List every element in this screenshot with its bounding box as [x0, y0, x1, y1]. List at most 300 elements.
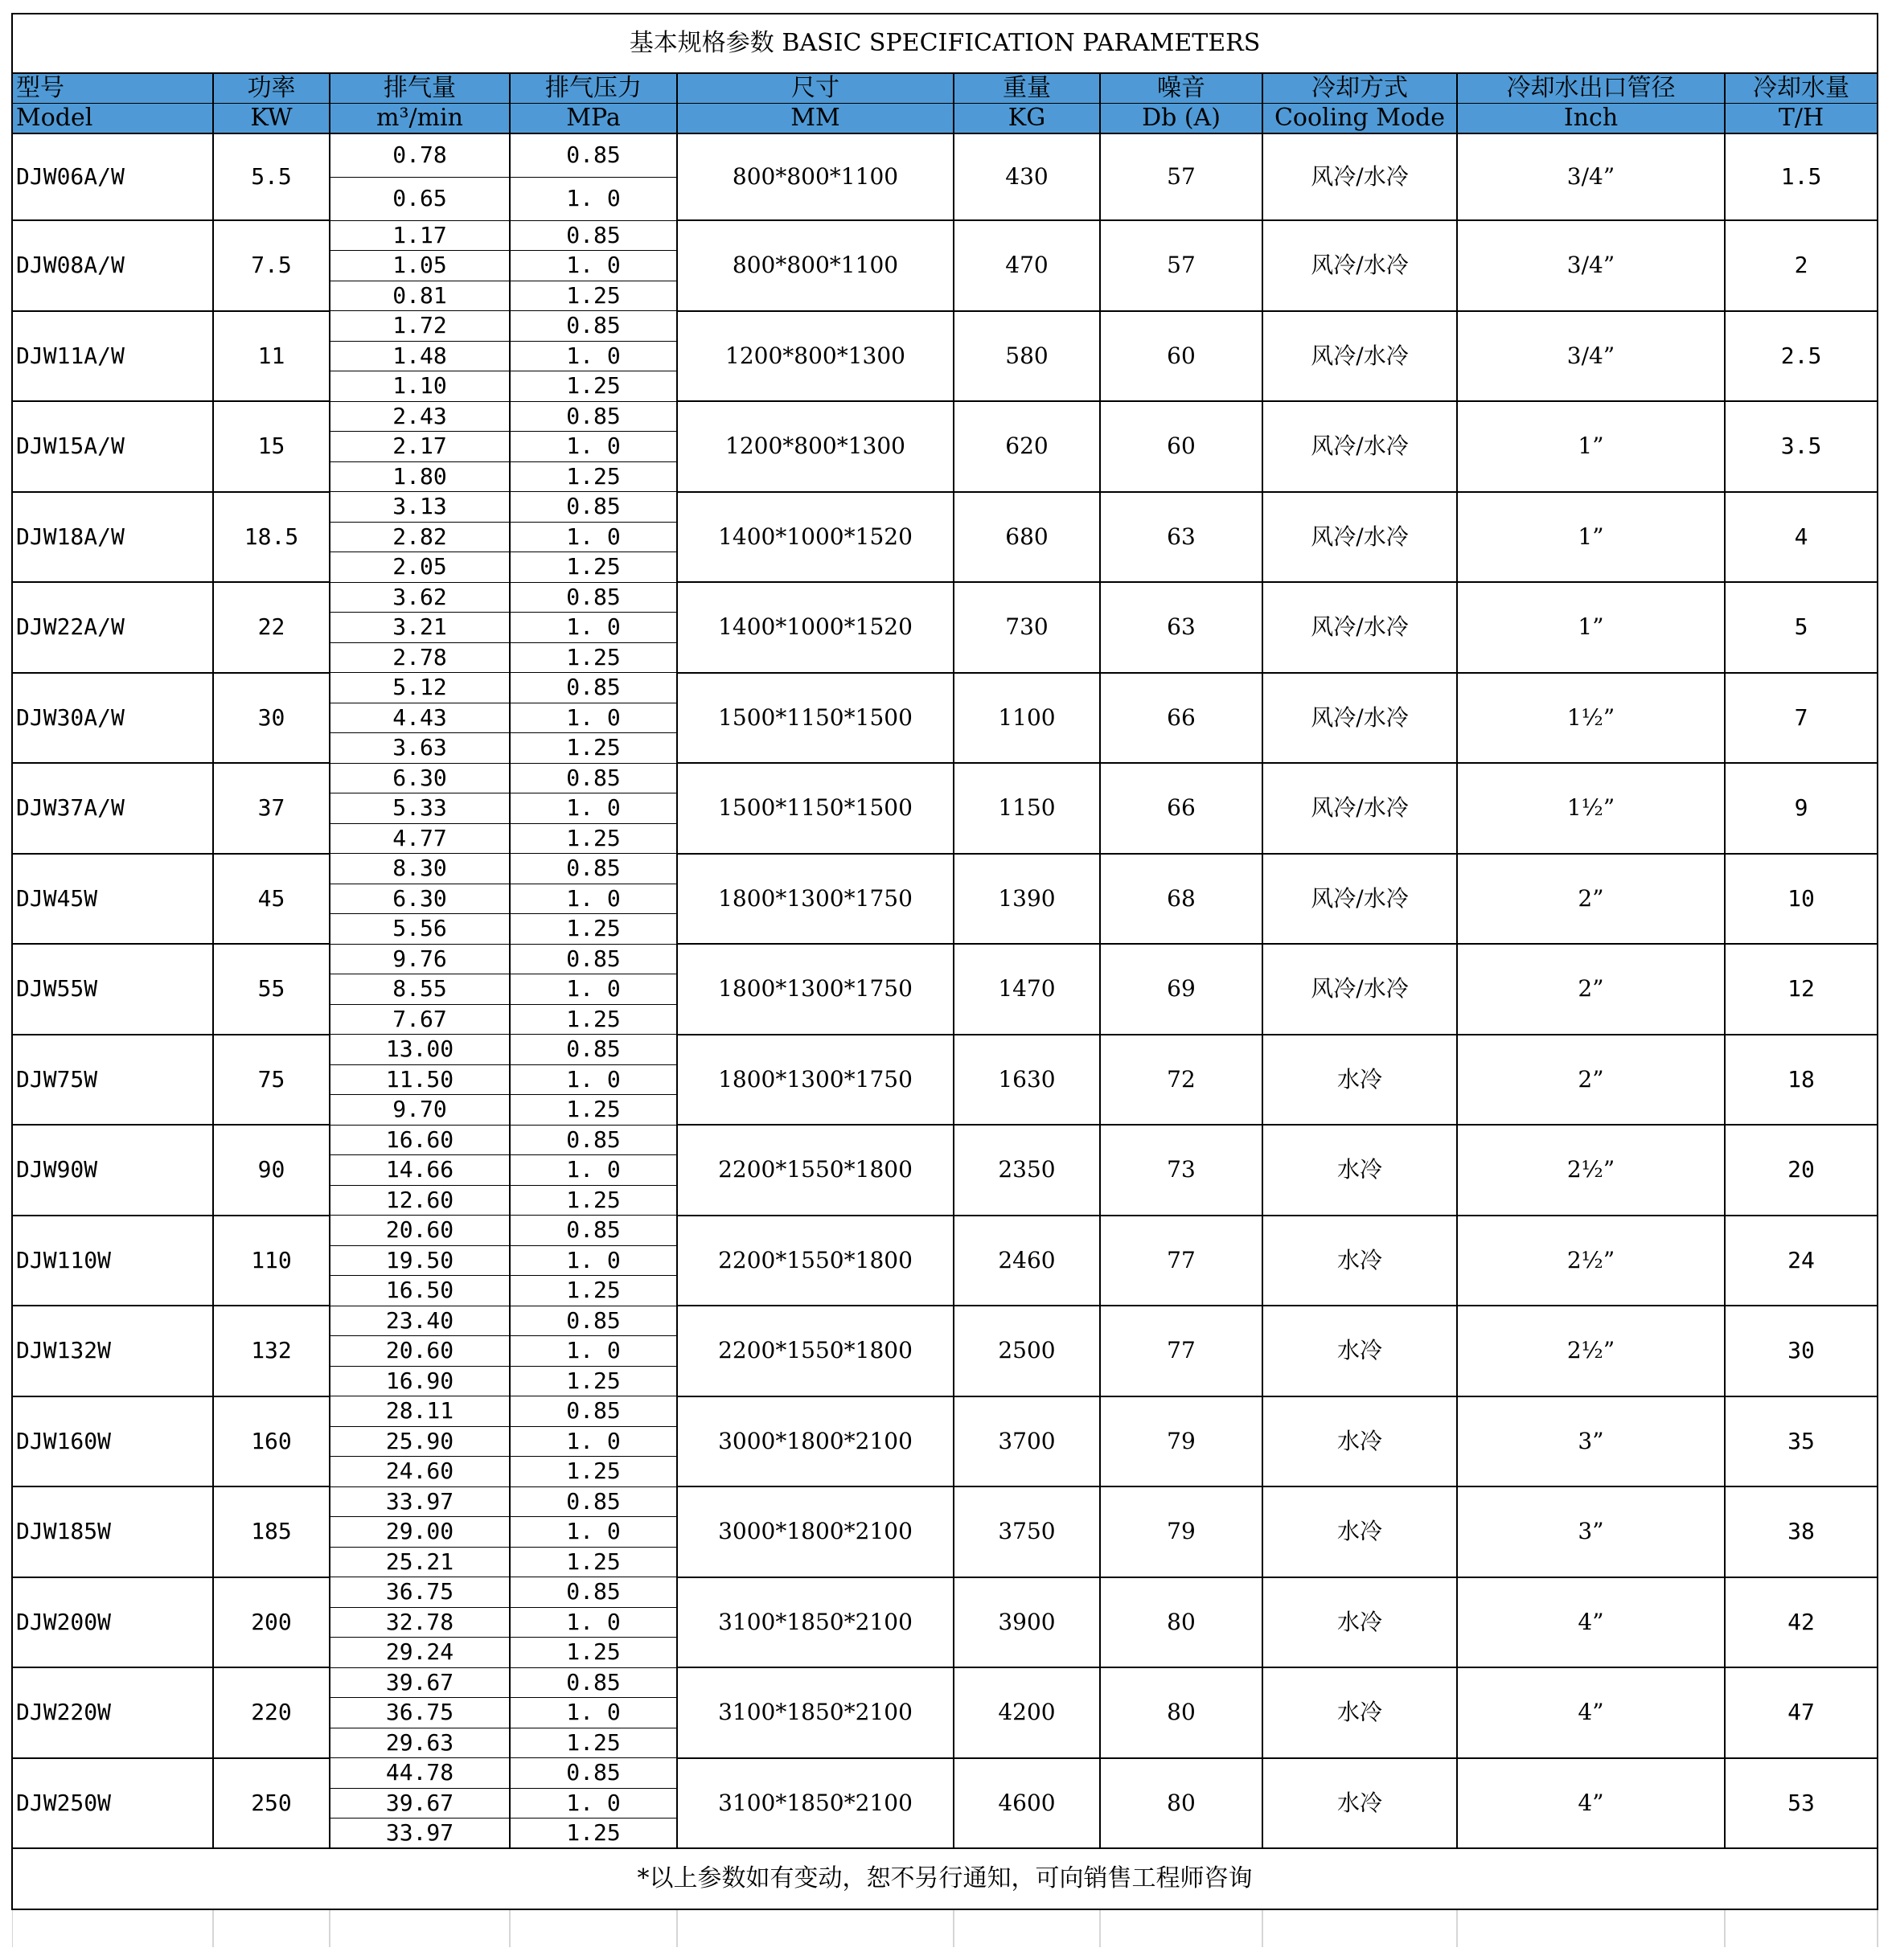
header-size-cn: 尺寸 — [677, 73, 954, 104]
flow-cell: 3.62 — [330, 582, 510, 613]
header-water-cn: 冷却水量 — [1725, 73, 1878, 104]
flow-cell: 11.50 — [330, 1064, 510, 1095]
power-cell: 5.5 — [213, 133, 330, 220]
model-cell: DJW90W — [12, 1125, 213, 1216]
model-cell: DJW30A/W — [12, 673, 213, 764]
pressure-cell: 0.85 — [510, 1577, 677, 1608]
table-row — [12, 401, 1878, 432]
pressure-cell: 1.25 — [510, 914, 677, 945]
table-row — [12, 1035, 1878, 1065]
flow-cell: 4.77 — [330, 823, 510, 854]
pressure-cell: 0.85 — [510, 1667, 677, 1698]
power-cell: 55 — [213, 944, 330, 1035]
pressure-cell: 1.25 — [510, 461, 677, 492]
power-cell: 185 — [213, 1486, 330, 1577]
table-row — [12, 220, 1878, 251]
flow-cell: 1.48 — [330, 341, 510, 371]
weight-cell: 1470 — [954, 944, 1100, 1035]
model-cell: DJW132W — [12, 1306, 213, 1396]
water-cell: 1.5 — [1725, 133, 1878, 220]
power-cell: 7.5 — [213, 220, 330, 311]
pipe-cell: 1½” — [1457, 673, 1725, 764]
pressure-cell: 1.25 — [510, 552, 677, 583]
table-row — [12, 1577, 1878, 1608]
header-flow-cn: 排气量 — [330, 73, 510, 104]
size-cell: 1500*1150*1500 — [677, 763, 954, 854]
pressure-cell: 1. 0 — [510, 1426, 677, 1457]
pressure-cell: 1. 0 — [510, 1698, 677, 1728]
table-row — [12, 673, 1878, 703]
model-cell: DJW110W — [12, 1216, 213, 1306]
weight-cell: 680 — [954, 492, 1100, 583]
power-cell: 200 — [213, 1577, 330, 1668]
header-row-cn — [12, 73, 1878, 104]
pipe-cell: 2½” — [1457, 1125, 1725, 1216]
flow-cell: 9.70 — [330, 1095, 510, 1126]
table-row — [12, 1486, 1878, 1517]
pressure-cell: 0.85 — [510, 582, 677, 613]
flow-cell: 1.05 — [330, 251, 510, 281]
header-water-en: T/H — [1725, 104, 1878, 134]
model-cell: DJW18A/W — [12, 492, 213, 583]
flow-cell: 2.82 — [330, 522, 510, 552]
water-cell: 7 — [1725, 673, 1878, 764]
flow-cell: 25.90 — [330, 1426, 510, 1457]
flow-cell: 16.60 — [330, 1125, 510, 1155]
pipe-cell: 2½” — [1457, 1216, 1725, 1306]
flow-cell: 39.67 — [330, 1788, 510, 1819]
size-cell: 1800*1300*1750 — [677, 854, 954, 945]
flow-cell: 32.78 — [330, 1607, 510, 1638]
pressure-cell: 0.85 — [510, 944, 677, 974]
weight-cell: 430 — [954, 133, 1100, 220]
empty-cell — [213, 1909, 330, 1947]
flow-cell: 6.30 — [330, 763, 510, 793]
size-cell: 1800*1300*1750 — [677, 944, 954, 1035]
pipe-cell: 4” — [1457, 1577, 1725, 1668]
pressure-cell: 1. 0 — [510, 613, 677, 643]
size-cell: 1500*1150*1500 — [677, 673, 954, 764]
power-cell: 132 — [213, 1306, 330, 1396]
header-pipe-en: Inch — [1457, 104, 1725, 134]
water-cell: 2.5 — [1725, 311, 1878, 402]
pressure-cell: 1. 0 — [510, 432, 677, 462]
cooling-cell: 风冷/水冷 — [1262, 133, 1457, 220]
weight-cell: 1390 — [954, 854, 1100, 945]
cooling-cell: 风冷/水冷 — [1262, 311, 1457, 402]
flow-cell: 5.33 — [330, 793, 510, 824]
size-cell: 1400*1000*1520 — [677, 582, 954, 673]
flow-cell: 24.60 — [330, 1457, 510, 1487]
flow-cell: 33.97 — [330, 1486, 510, 1517]
pressure-cell: 1.25 — [510, 281, 677, 311]
pressure-cell: 1.25 — [510, 371, 677, 402]
noise-cell: 80 — [1100, 1577, 1262, 1668]
model-cell: DJW15A/W — [12, 401, 213, 492]
size-cell: 3000*1800*2100 — [677, 1486, 954, 1577]
flow-cell: 33.97 — [330, 1819, 510, 1849]
cooling-cell: 风冷/水冷 — [1262, 492, 1457, 583]
empty-cell — [1262, 1909, 1457, 1947]
water-cell: 35 — [1725, 1396, 1878, 1487]
header-model-cn: 型号 — [12, 73, 213, 104]
model-cell: DJW220W — [12, 1667, 213, 1758]
noise-cell: 57 — [1100, 220, 1262, 311]
cooling-cell: 水冷 — [1262, 1216, 1457, 1306]
table-row — [12, 944, 1878, 974]
pipe-cell: 4” — [1457, 1758, 1725, 1849]
pressure-cell: 0.85 — [510, 311, 677, 342]
pressure-cell: 1.25 — [510, 1638, 677, 1668]
flow-cell: 12.60 — [330, 1185, 510, 1216]
power-cell: 18.5 — [213, 492, 330, 583]
pipe-cell: 3/4” — [1457, 220, 1725, 311]
power-cell: 160 — [213, 1396, 330, 1487]
empty-cell — [12, 1909, 213, 1947]
pressure-cell: 1. 0 — [510, 251, 677, 281]
size-cell: 2200*1550*1800 — [677, 1306, 954, 1396]
flow-cell: 2.78 — [330, 642, 510, 673]
pipe-cell: 3/4” — [1457, 311, 1725, 402]
model-cell: DJW250W — [12, 1758, 213, 1849]
header-pressure-cn: 排气压力 — [510, 73, 677, 104]
water-cell: 3.5 — [1725, 401, 1878, 492]
pipe-cell: 3” — [1457, 1486, 1725, 1577]
flow-cell: 36.75 — [330, 1698, 510, 1728]
flow-cell: 29.63 — [330, 1728, 510, 1758]
water-cell: 47 — [1725, 1667, 1878, 1758]
table-row — [12, 582, 1878, 613]
model-cell: DJW160W — [12, 1396, 213, 1487]
water-cell: 20 — [1725, 1125, 1878, 1216]
pressure-cell: 0.85 — [510, 1306, 677, 1336]
header-noise-en: Db (A) — [1100, 104, 1262, 134]
noise-cell: 57 — [1100, 133, 1262, 220]
weight-cell: 730 — [954, 582, 1100, 673]
pressure-cell: 1. 0 — [510, 884, 677, 914]
weight-cell: 2500 — [954, 1306, 1100, 1396]
model-cell: DJW185W — [12, 1486, 213, 1577]
flow-cell: 44.78 — [330, 1758, 510, 1789]
flow-cell: 0.81 — [330, 281, 510, 311]
flow-cell: 1.17 — [330, 220, 510, 251]
flow-cell: 16.50 — [330, 1276, 510, 1306]
cooling-cell: 水冷 — [1262, 1758, 1457, 1849]
power-cell: 15 — [213, 401, 330, 492]
weight-cell: 1150 — [954, 763, 1100, 854]
pressure-cell: 1. 0 — [510, 793, 677, 824]
flow-cell: 39.67 — [330, 1667, 510, 1698]
flow-cell: 8.55 — [330, 974, 510, 1005]
empty-cell — [1725, 1909, 1878, 1947]
model-cell: DJW06A/W — [12, 133, 213, 220]
table-title: 基本规格参数 BASIC SPECIFICATION PARAMETERS — [12, 14, 1878, 73]
water-cell: 18 — [1725, 1035, 1878, 1126]
pipe-cell: 4” — [1457, 1667, 1725, 1758]
table-row — [12, 311, 1878, 342]
noise-cell: 80 — [1100, 1667, 1262, 1758]
pressure-cell: 1. 0 — [510, 703, 677, 733]
flow-cell: 2.17 — [330, 432, 510, 462]
flow-cell: 13.00 — [330, 1035, 510, 1065]
pressure-cell: 0.85 — [510, 1216, 677, 1246]
empty-cell — [677, 1909, 954, 1947]
power-cell: 22 — [213, 582, 330, 673]
empty-cell — [330, 1909, 510, 1947]
pipe-cell: 2” — [1457, 854, 1725, 945]
power-cell: 250 — [213, 1758, 330, 1849]
table-row — [12, 492, 1878, 523]
header-weight-en: KG — [954, 104, 1100, 134]
flow-cell: 9.76 — [330, 944, 510, 974]
flow-cell: 8.30 — [330, 854, 510, 884]
header-pressure-en: MPa — [510, 104, 677, 134]
pressure-cell: 1.25 — [510, 642, 677, 673]
water-cell: 42 — [1725, 1577, 1878, 1668]
noise-cell: 77 — [1100, 1306, 1262, 1396]
size-cell: 3100*1850*2100 — [677, 1758, 954, 1849]
footnote: *以上参数如有变动，恕不另行通知，可向销售工程师咨询 — [12, 1848, 1878, 1909]
weight-cell: 2350 — [954, 1125, 1100, 1216]
flow-cell: 25.21 — [330, 1547, 510, 1577]
cooling-cell: 风冷/水冷 — [1262, 944, 1457, 1035]
size-cell: 800*800*1100 — [677, 133, 954, 220]
flow-cell: 4.43 — [330, 703, 510, 733]
size-cell: 3000*1800*2100 — [677, 1396, 954, 1487]
water-cell: 10 — [1725, 854, 1878, 945]
flow-cell: 2.05 — [330, 552, 510, 583]
flow-cell: 5.12 — [330, 673, 510, 703]
empty-cell — [954, 1909, 1100, 1947]
noise-cell: 73 — [1100, 1125, 1262, 1216]
title-row — [12, 14, 1878, 73]
header-size-en: MM — [677, 104, 954, 134]
pressure-cell: 0.85 — [510, 854, 677, 884]
cooling-cell: 水冷 — [1262, 1577, 1457, 1668]
water-cell: 12 — [1725, 944, 1878, 1035]
table-row — [12, 1396, 1878, 1427]
table-row — [12, 1758, 1878, 1789]
weight-cell: 470 — [954, 220, 1100, 311]
flow-cell: 7.67 — [330, 1004, 510, 1035]
water-cell: 30 — [1725, 1306, 1878, 1396]
cooling-cell: 水冷 — [1262, 1396, 1457, 1487]
pressure-cell: 0.85 — [510, 763, 677, 793]
noise-cell: 68 — [1100, 854, 1262, 945]
pipe-cell: 1” — [1457, 582, 1725, 673]
pressure-cell: 0.85 — [510, 1486, 677, 1517]
flow-cell: 3.21 — [330, 613, 510, 643]
cooling-cell: 风冷/水冷 — [1262, 582, 1457, 673]
pipe-cell: 3” — [1457, 1396, 1725, 1487]
cooling-cell: 水冷 — [1262, 1035, 1457, 1126]
table-row — [12, 854, 1878, 884]
model-cell: DJW37A/W — [12, 763, 213, 854]
table-row — [12, 1667, 1878, 1698]
pressure-cell: 0.85 — [510, 673, 677, 703]
pipe-cell: 3/4” — [1457, 133, 1725, 220]
spec-table — [11, 13, 1878, 1947]
pressure-cell: 0.85 — [510, 1035, 677, 1065]
flow-cell: 36.75 — [330, 1577, 510, 1608]
pressure-cell: 1. 0 — [510, 341, 677, 371]
pressure-cell: 1.25 — [510, 1457, 677, 1487]
cooling-cell: 风冷/水冷 — [1262, 401, 1457, 492]
flow-cell: 0.78 — [330, 133, 510, 177]
flow-cell: 1.72 — [330, 311, 510, 342]
size-cell: 1400*1000*1520 — [677, 492, 954, 583]
cooling-cell: 水冷 — [1262, 1667, 1457, 1758]
weight-cell: 580 — [954, 311, 1100, 402]
pressure-cell: 0.85 — [510, 1125, 677, 1155]
size-cell: 1800*1300*1750 — [677, 1035, 954, 1126]
pressure-cell: 1.25 — [510, 1185, 677, 1216]
model-cell: DJW08A/W — [12, 220, 213, 311]
table-row — [12, 763, 1878, 793]
power-cell: 45 — [213, 854, 330, 945]
size-cell: 3100*1850*2100 — [677, 1667, 954, 1758]
noise-cell: 63 — [1100, 582, 1262, 673]
power-cell: 110 — [213, 1216, 330, 1306]
table-row — [12, 1216, 1878, 1246]
flow-cell: 1.80 — [330, 461, 510, 492]
table-row — [12, 1306, 1878, 1336]
water-cell: 53 — [1725, 1758, 1878, 1849]
size-cell: 1200*800*1300 — [677, 311, 954, 402]
noise-cell: 80 — [1100, 1758, 1262, 1849]
header-row-en — [12, 104, 1878, 134]
cooling-cell: 水冷 — [1262, 1306, 1457, 1396]
noise-cell: 72 — [1100, 1035, 1262, 1126]
weight-cell: 1630 — [954, 1035, 1100, 1126]
flow-cell: 3.13 — [330, 492, 510, 523]
weight-cell: 3900 — [954, 1577, 1100, 1668]
power-cell: 11 — [213, 311, 330, 402]
noise-cell: 66 — [1100, 763, 1262, 854]
pressure-cell: 1.25 — [510, 1819, 677, 1849]
weight-cell: 2460 — [954, 1216, 1100, 1306]
flow-cell: 5.56 — [330, 914, 510, 945]
flow-cell: 29.24 — [330, 1638, 510, 1668]
pressure-cell: 1. 0 — [510, 1245, 677, 1276]
header-cooling-en: Cooling Mode — [1262, 104, 1457, 134]
pressure-cell: 1. 0 — [510, 177, 677, 220]
noise-cell: 66 — [1100, 673, 1262, 764]
pressure-cell: 1.25 — [510, 1004, 677, 1035]
flow-cell: 2.43 — [330, 401, 510, 432]
flow-cell: 1.10 — [330, 371, 510, 402]
flow-cell: 29.00 — [330, 1517, 510, 1548]
pressure-cell: 0.85 — [510, 220, 677, 251]
noise-cell: 79 — [1100, 1486, 1262, 1577]
cooling-cell: 水冷 — [1262, 1486, 1457, 1577]
pressure-cell: 1. 0 — [510, 1336, 677, 1367]
flow-cell: 14.66 — [330, 1155, 510, 1186]
noise-cell: 60 — [1100, 311, 1262, 402]
pressure-cell: 1. 0 — [510, 1517, 677, 1548]
header-power-en: KW — [213, 104, 330, 134]
weight-cell: 4200 — [954, 1667, 1100, 1758]
size-cell: 2200*1550*1800 — [677, 1216, 954, 1306]
pressure-cell: 1. 0 — [510, 974, 677, 1005]
power-cell: 90 — [213, 1125, 330, 1216]
water-cell: 4 — [1725, 492, 1878, 583]
weight-cell: 1100 — [954, 673, 1100, 764]
pressure-cell: 1.25 — [510, 1366, 677, 1396]
cooling-cell: 风冷/水冷 — [1262, 763, 1457, 854]
power-cell: 220 — [213, 1667, 330, 1758]
flow-cell: 28.11 — [330, 1396, 510, 1427]
header-weight-cn: 重量 — [954, 73, 1100, 104]
noise-cell: 79 — [1100, 1396, 1262, 1487]
pressure-cell: 1.25 — [510, 823, 677, 854]
size-cell: 3100*1850*2100 — [677, 1577, 954, 1668]
pressure-cell: 1.25 — [510, 1095, 677, 1126]
size-cell: 1200*800*1300 — [677, 401, 954, 492]
table-row — [12, 133, 1878, 177]
pipe-cell: 2” — [1457, 944, 1725, 1035]
empty-cell — [1457, 1909, 1725, 1947]
weight-cell: 620 — [954, 401, 1100, 492]
pressure-cell: 1. 0 — [510, 1607, 677, 1638]
flow-cell: 3.63 — [330, 733, 510, 764]
flow-cell: 20.60 — [330, 1336, 510, 1367]
noise-cell: 60 — [1100, 401, 1262, 492]
flow-cell: 6.30 — [330, 884, 510, 914]
model-cell: DJW75W — [12, 1035, 213, 1126]
model-cell: DJW11A/W — [12, 311, 213, 402]
pipe-cell: 1” — [1457, 492, 1725, 583]
pressure-cell: 0.85 — [510, 401, 677, 432]
pressure-cell: 1.25 — [510, 1728, 677, 1758]
cooling-cell: 风冷/水冷 — [1262, 854, 1457, 945]
pressure-cell: 0.85 — [510, 1758, 677, 1789]
model-cell: DJW55W — [12, 944, 213, 1035]
pressure-cell: 1. 0 — [510, 522, 677, 552]
cooling-cell: 水冷 — [1262, 1125, 1457, 1216]
model-cell: DJW22A/W — [12, 582, 213, 673]
pressure-cell: 1. 0 — [510, 1788, 677, 1819]
power-cell: 30 — [213, 673, 330, 764]
header-flow-en: m³/min — [330, 104, 510, 134]
water-cell: 24 — [1725, 1216, 1878, 1306]
pipe-cell: 2” — [1457, 1035, 1725, 1126]
header-power-cn: 功率 — [213, 73, 330, 104]
pressure-cell: 1.25 — [510, 1547, 677, 1577]
size-cell: 2200*1550*1800 — [677, 1125, 954, 1216]
power-cell: 37 — [213, 763, 330, 854]
pressure-cell: 1. 0 — [510, 1064, 677, 1095]
model-cell: DJW45W — [12, 854, 213, 945]
water-cell: 38 — [1725, 1486, 1878, 1577]
pressure-cell: 0.85 — [510, 133, 677, 177]
flow-cell: 0.65 — [330, 177, 510, 220]
pressure-cell: 0.85 — [510, 1396, 677, 1427]
flow-cell: 20.60 — [330, 1216, 510, 1246]
empty-cell — [1100, 1909, 1262, 1947]
note-row — [12, 1848, 1878, 1909]
table-row — [12, 1125, 1878, 1155]
empty-row — [12, 1909, 1878, 1947]
weight-cell: 4600 — [954, 1758, 1100, 1849]
header-model-en: Model — [12, 104, 213, 134]
pipe-cell: 1” — [1457, 401, 1725, 492]
pressure-cell: 1.25 — [510, 733, 677, 764]
flow-cell: 23.40 — [330, 1306, 510, 1336]
flow-cell: 19.50 — [330, 1245, 510, 1276]
water-cell: 2 — [1725, 220, 1878, 311]
model-cell: DJW200W — [12, 1577, 213, 1668]
